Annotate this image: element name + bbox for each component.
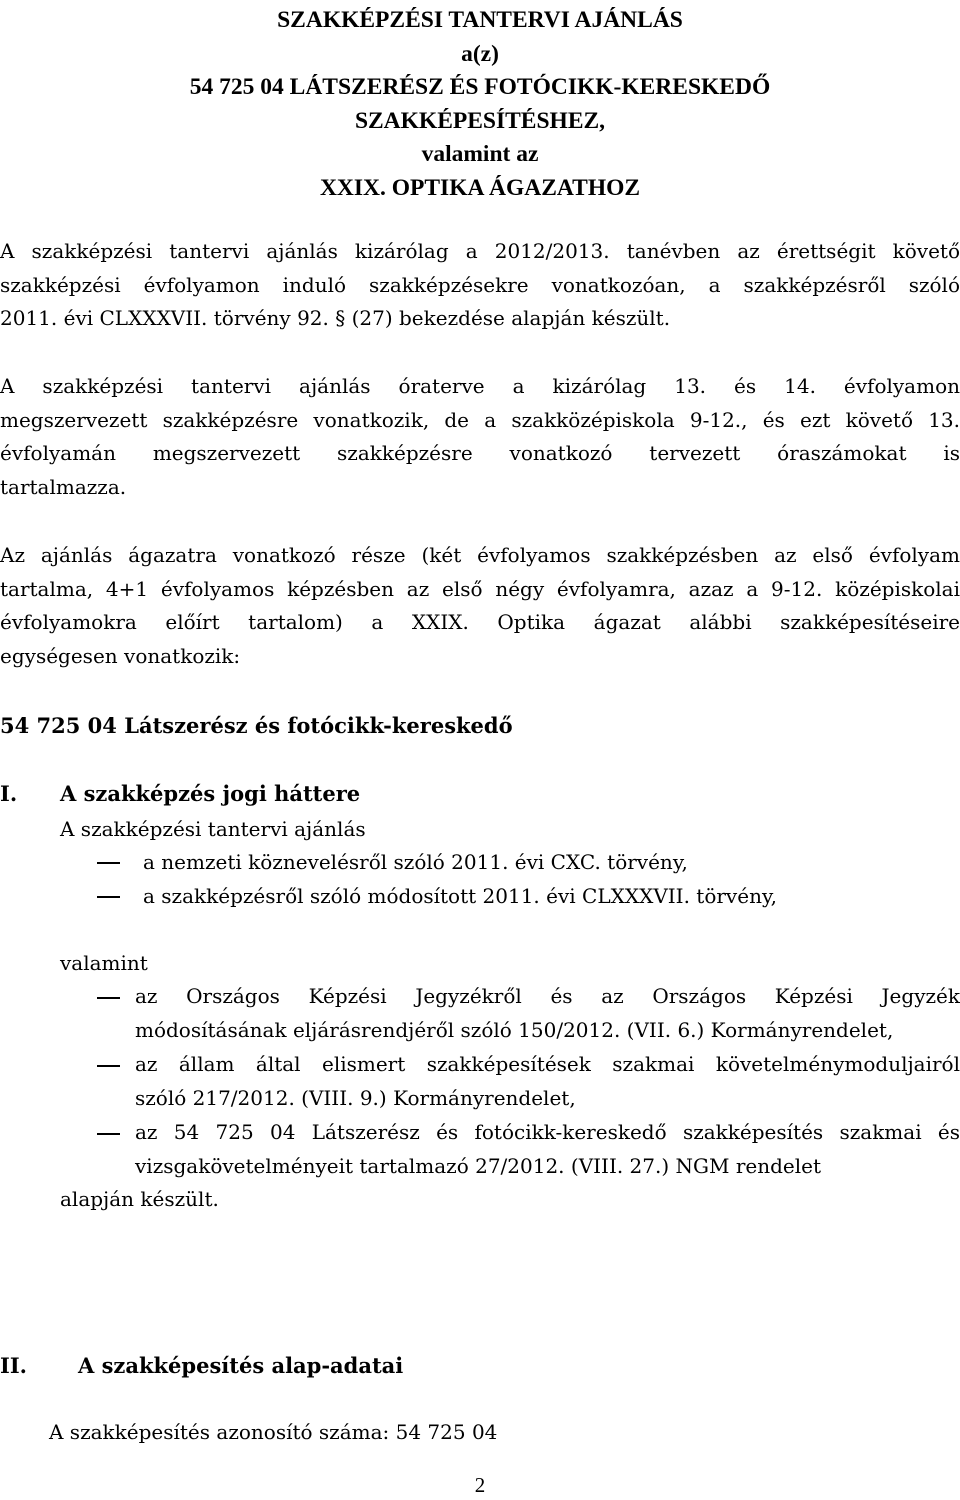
section-2-number: II. [0,1353,27,1378]
section-1-number: I. [0,781,18,806]
sector-line-3: évfolyamokra előírt tartalom) a XXIX. Optika ágazat alábbi szakképesítéseire [0,610,960,635]
title-line-3: 54 725 04 LÁTSZERÉSZ ÉS FOTÓCIKK-KERESKEDŐ [189,74,771,100]
regulation-item-1-line-2: módosításának eljárásrendjéről szóló 150/2012. (VII. 6.) Kormányrendelet, [135,1017,894,1042]
title-line-6: XXIX. OPTIKA ÁGAZATHOZ [319,174,641,201]
regulation-item-3-line-2: vizsgakövetelményeit tartalmazó 27/2012. (VIII. 27.) NGM rendelet [135,1153,822,1178]
section-1-intro: A szakképzési tantervi ajánlás [60,817,366,841]
bullet-dash [97,896,120,898]
intro-line-1: A szakképzési tantervi ajánlás kizárólag a 2012/2013. tanévben az érettségit követő [0,239,960,263]
law-item-2: a szakképzésről szóló módosított 2011. évi CLXXXVII. törvény, [143,884,777,908]
regulation-item-2 [135,1048,960,1115]
title-line-2: a(z) [461,40,499,67]
title-line-1: SZAKKÉPZÉSI TANTERVI AJÁNLÁS [277,7,683,33]
intro-line-3: 2011. évi CLXXXVII. törvény 92. § (27) bekezdése alapján készült. [0,306,671,331]
bullet-dash [97,1133,120,1135]
bullet-dash [97,997,120,999]
valamint-label: valamint [60,951,148,975]
closing-text: alapján készült. [60,1187,219,1211]
qualification-id-line: A szakképesítés azonosító száma: 54 725 04 [49,1420,498,1444]
regulation-item-2-line-1: az állam által elismert szakképesítések szakmai követelménymoduljairól [135,1052,960,1076]
law-item-1: a nemzeti köznevelésről szóló 2011. évi CXC. törvény, [143,850,688,874]
intro-line-2: szakképzési évfolyamon induló szakképzésekre vonatkozóan, a szakképzésről szóló [0,272,960,297]
page-number: 2 [474,1473,486,1497]
schedule-line-3: évfolyamán megszervezett szakképzésre vonatkozó tervezett óraszámokat is [0,441,960,466]
regulation-item-1 [135,980,960,1047]
document-title [0,4,960,205]
regulation-item-3 [135,1116,960,1183]
bullet-dash [97,862,120,864]
bullet-dash [97,1065,120,1067]
regulation-item-1-line-1: az Országos Képzési Jegyzékről és az Országos Képzési Jegyzék [135,984,960,1008]
sector-line-2: tartalma, 4+1 évfolyamos képzésben az első négy évfolyamra, azaz a 9-12. középiskolai [0,576,960,601]
schedule-line-2: megszervezett szakképzésre vonatkozik, de a szakközépiskola 9-12., és ezt követő 13. [0,407,960,432]
sector-paragraph [0,539,960,673]
sector-line-1: Az ajánlás ágazatra vonatkozó része (két évfolyamos szakképzésben az első évfolyam [0,543,960,567]
schedule-paragraph [0,370,960,504]
section-2-title: A szakképesítés alap-adatai [78,1353,404,1378]
intro-paragraph [0,235,960,336]
section-1-title: A szakképzés jogi háttere [60,781,361,806]
title-line-4: SZAKKÉPESÍTÉSHEZ, [354,107,606,134]
regulation-item-3-line-1: az 54 725 04 Látszerész és fotócikk-kereskedő szakképesítés szakmai és [135,1120,960,1144]
schedule-line-1: A szakképzési tantervi ajánlás óraterve a kizárólag 13. és 14. évfolyamon [0,374,960,398]
regulation-item-2-line-2: szóló 217/2012. (VIII. 9.) Kormányrendelet, [135,1085,576,1110]
title-line-5: valamint az [421,141,539,167]
sector-line-4: egységesen vonatkozik: [0,643,241,668]
schedule-line-4: tartalmazza. [0,474,127,499]
qualification-heading: 54 725 04 Látszerész és fotócikk-kereskedő [0,713,513,738]
